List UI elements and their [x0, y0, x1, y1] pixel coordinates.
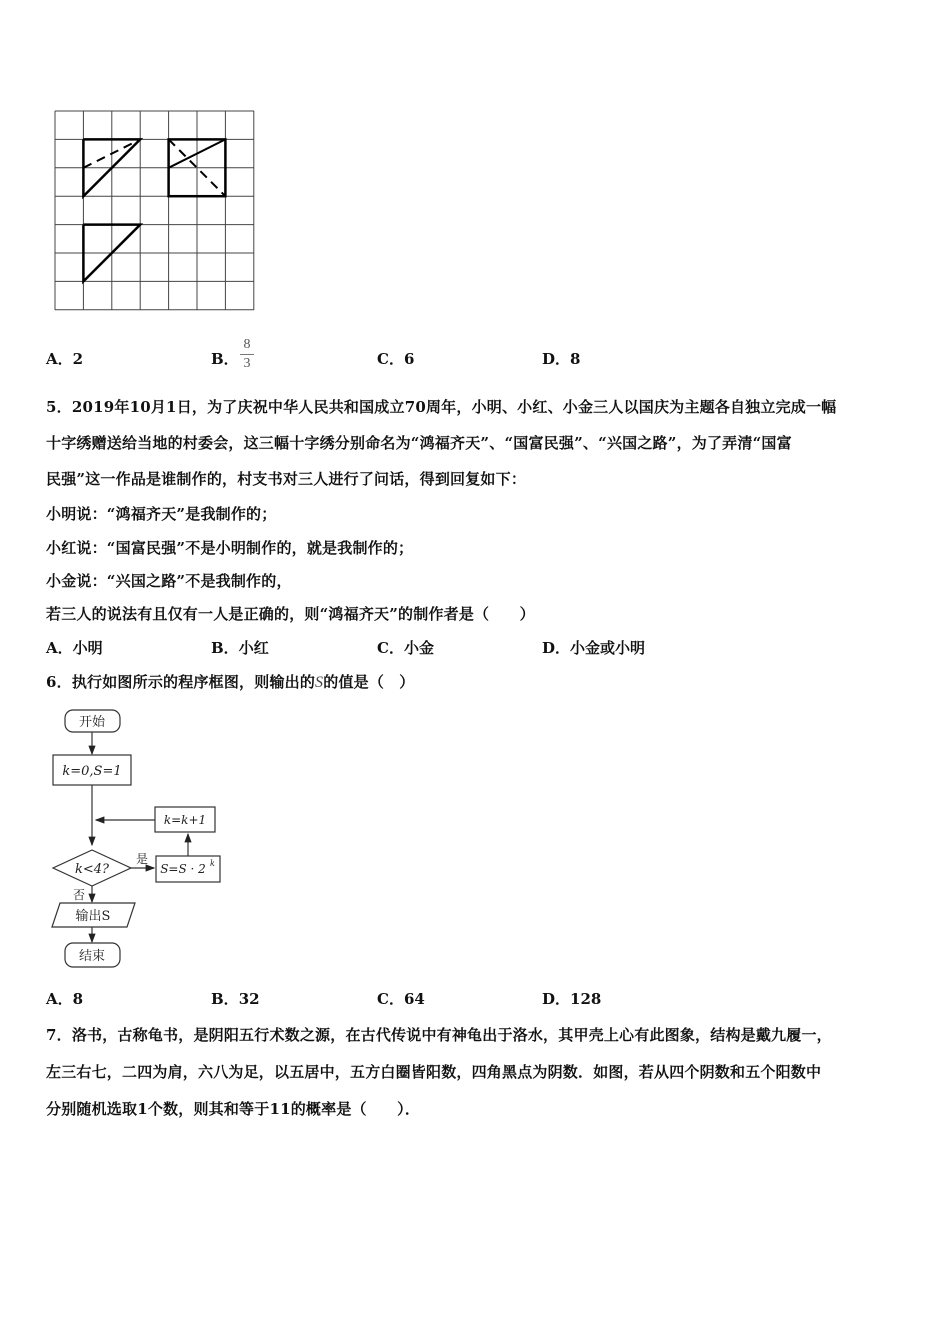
option-label: A．: [46, 639, 73, 657]
option-label: C．: [377, 639, 404, 657]
option-label: C．: [377, 350, 404, 368]
q5-statement-xiaoming: 小明说：“鸿福齐天”是我制作的；: [46, 505, 277, 523]
fraction-denominator: 3: [243, 356, 251, 371]
q5-option-d: [542, 637, 645, 658]
q5-stem-line-3: 民强”这一作品是谁制作的，村支书对三人进行了问话，得到回复如下：: [46, 470, 527, 488]
start-label: 开始: [78, 715, 106, 730]
option-label: A．: [46, 350, 73, 368]
q4-option-a: [46, 348, 83, 369]
q6-stem-prefix: 6．执行如图所示的程序框图，则输出的: [46, 673, 316, 691]
q6-option-b: [211, 988, 260, 1009]
q6-stem-suffix: 的值是（ ）: [323, 673, 415, 691]
end-label: 结束: [78, 949, 106, 964]
q6-stem-var: S: [315, 674, 324, 691]
q7-stem-line-2: 左三右七，二四为肩，六八为足，以五居中，五方白圈皆阳数，四角黑点为阴数．如图，若从四个阴数和五个阳数中: [46, 1063, 822, 1081]
q5-option-a: [46, 637, 103, 658]
option-value: 6: [403, 350, 415, 368]
update-exponent: k: [210, 859, 215, 868]
option-value: 64: [403, 990, 425, 1008]
option-value: 小红: [238, 639, 269, 657]
update-label: S=S · 2: [160, 862, 206, 876]
option-value: 小金或小明: [570, 639, 646, 657]
q7-stem-line-1: 7．洛书，古称龟书，是阴阳五行术数之源，在古代传说中有神龟出于洛水，其甲壳上心有此图象，结构是戴九履一，: [46, 1026, 832, 1044]
program-flowchart: [40, 700, 240, 980]
q5-stem-line-2: 十字绣赠送给当地的村委会，这三幅十字绣分别命名为“鸿福齐天”、“国富民强”、“兴国之路”，为了弄清“国富: [46, 434, 792, 452]
q4-option-b-fraction: [240, 337, 254, 372]
option-label: D．: [542, 990, 571, 1008]
q5-option-c: [377, 637, 434, 658]
option-value: 小明: [72, 639, 103, 657]
q6-stem: [46, 671, 414, 692]
q5-stem-line-1: 5．2019年10月1日，为了庆祝中华人民共和国成立70周年，小明、小红、小金三人以国庆为主题各自独立完成一幅: [46, 398, 837, 416]
fraction-numerator: 8: [243, 337, 251, 352]
option-value: 32: [238, 990, 260, 1008]
q5-statement-xiaohong: 小红说：“国富民强”不是小明制作的，就是我制作的；: [46, 539, 414, 557]
option-label: B．: [211, 639, 239, 657]
q6-option-c: [377, 988, 425, 1009]
fraction-bar: [240, 354, 254, 355]
q4-option-b: [211, 348, 239, 369]
option-value: 128: [570, 990, 602, 1008]
output-label: 输出S: [75, 909, 111, 924]
q5-question: 若三人的说法有且仅有一人是正确的，则“鸿福齐天”的制作者是（ ）: [46, 605, 535, 623]
q7-stem-line-3: 分别随机选取1个数，则其和等于11的概率是（ ）．: [46, 1100, 421, 1118]
q4-option-d: [542, 348, 580, 369]
init-label: k=0,S=1: [62, 764, 122, 779]
q6-option-a: [46, 988, 83, 1009]
option-label: B．: [211, 350, 239, 368]
no-label: 否: [73, 888, 86, 902]
increment-label: k=k+1: [163, 813, 207, 827]
q5-statement-xiaojin: 小金说：“兴国之路”不是我制作的，: [46, 572, 292, 590]
option-value: 2: [72, 350, 84, 368]
option-label: D．: [542, 350, 571, 368]
three-view-grid-figure: [50, 106, 260, 316]
option-label: A．: [46, 990, 73, 1008]
option-label: C．: [377, 990, 404, 1008]
option-value: 小金: [403, 639, 434, 657]
option-label: B．: [211, 990, 239, 1008]
q4-option-c: [377, 348, 414, 369]
q6-option-d: [542, 988, 601, 1009]
yes-label: 是: [136, 852, 149, 866]
q5-option-b: [211, 637, 269, 658]
option-label: D．: [542, 639, 571, 657]
option-value: 8: [570, 350, 581, 368]
condition-label: k<4?: [74, 862, 110, 877]
option-value: 8: [72, 990, 84, 1008]
